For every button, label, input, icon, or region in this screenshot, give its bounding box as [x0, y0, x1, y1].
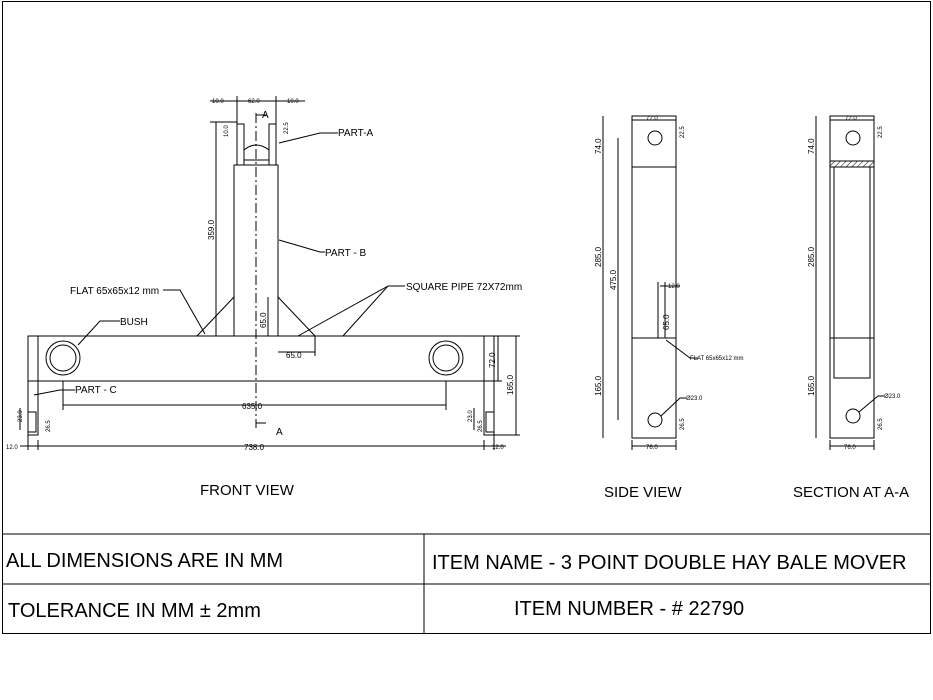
dim-26-5-left: 26.5: [46, 420, 52, 432]
bush-left: [46, 341, 80, 375]
item-number: ITEM NUMBER - # 22790: [514, 598, 745, 620]
dim-359: 359.0: [207, 219, 216, 240]
side-upper-plate: [632, 116, 676, 167]
side-view-text: [594, 116, 743, 451]
side-dim-165: 165.0: [594, 375, 603, 396]
section-dim-165: 165.0: [807, 375, 816, 396]
section-view-title: SECTION AT A-A: [793, 484, 910, 501]
section-hatch-top: [830, 161, 874, 167]
side-dim-12: 12.0: [668, 284, 680, 290]
side-lower-plate: [632, 338, 676, 438]
front-view-text: [6, 99, 522, 452]
section-pipe: [830, 167, 874, 338]
flat-label: FLAT 65x65x12 mm: [70, 286, 160, 297]
section-dim-76: 76.0: [844, 445, 856, 451]
item-name: ITEM NAME - 3 POINT DOUBLE HAY BALE MOVER: [432, 552, 907, 574]
front-view: [20, 96, 523, 450]
dim-65-vertical: 65.0: [259, 312, 268, 328]
part-c-label: PART - C: [75, 385, 117, 396]
square-pipe-label: SQUARE PIPE 72X72mm: [406, 282, 523, 293]
units-note: ALL DIMENSIONS ARE IN MM: [6, 550, 284, 572]
dim-65-horizontal: 65.0: [286, 351, 302, 360]
side-dim-65: 65.0: [662, 314, 671, 330]
tolerance-note: TOLERANCE IN MM ± 2mm: [8, 600, 261, 622]
dim-72: 72.0: [488, 352, 497, 368]
section-dim-74: 74.0: [807, 138, 816, 154]
dim-738: 738.0: [244, 443, 265, 452]
section-dim-22-5: 22.5: [878, 126, 884, 138]
section-dim-26-5: 26.5: [878, 418, 884, 430]
part-a-clevis: [237, 124, 244, 165]
part-a-label: PART-A: [338, 128, 374, 139]
dim-23-right: 23.0: [468, 410, 474, 422]
main-beam: [28, 336, 494, 381]
side-dim-76: 76.0: [646, 445, 658, 451]
side-flat-label: FLAT 65x65x12 mm: [690, 356, 744, 362]
front-view-title: FRONT VIEW: [200, 482, 294, 499]
dim-26-5-right: 26.5: [478, 420, 484, 432]
section-dim-72: 72.0: [845, 116, 857, 122]
side-dim-26-5: 26.5: [680, 418, 686, 430]
section-a-top: A: [262, 110, 269, 121]
dim-12-right: 12.0: [492, 445, 504, 451]
section-dim-285: 285.0: [807, 246, 816, 267]
section-view: [816, 116, 884, 450]
dim-165: 165.0: [506, 374, 515, 395]
dim-23-left: 23.0: [18, 410, 24, 422]
section-upper-plate: [830, 116, 874, 161]
bush-right: [429, 341, 463, 375]
side-dim-72: 72.0: [646, 116, 658, 122]
section-dim-23: Ø23.0: [884, 394, 901, 400]
dim-10-left: 10.0: [212, 99, 224, 105]
side-pipe: [632, 167, 676, 338]
section-a-bottom: A: [276, 427, 283, 438]
dim-62: 62.0: [248, 99, 260, 105]
side-dim-22-5: 22.5: [680, 126, 686, 138]
side-dim-74: 74.0: [594, 138, 603, 154]
dim-10-right: 10.0: [287, 99, 299, 105]
side-dim-475: 475.0: [609, 269, 618, 290]
part-b-label: PART - B: [325, 248, 367, 259]
side-dim-285: 285.0: [594, 246, 603, 267]
bush-label: BUSH: [120, 317, 148, 328]
side-dim-23: Ø23.0: [686, 396, 703, 402]
dim-10-slot: 10.0: [224, 125, 230, 137]
dim-635: 635.0: [242, 402, 263, 411]
dim-22-5: 22.5: [284, 122, 290, 134]
dim-12-left: 12.0: [6, 445, 18, 451]
side-view-title: SIDE VIEW: [604, 484, 682, 501]
